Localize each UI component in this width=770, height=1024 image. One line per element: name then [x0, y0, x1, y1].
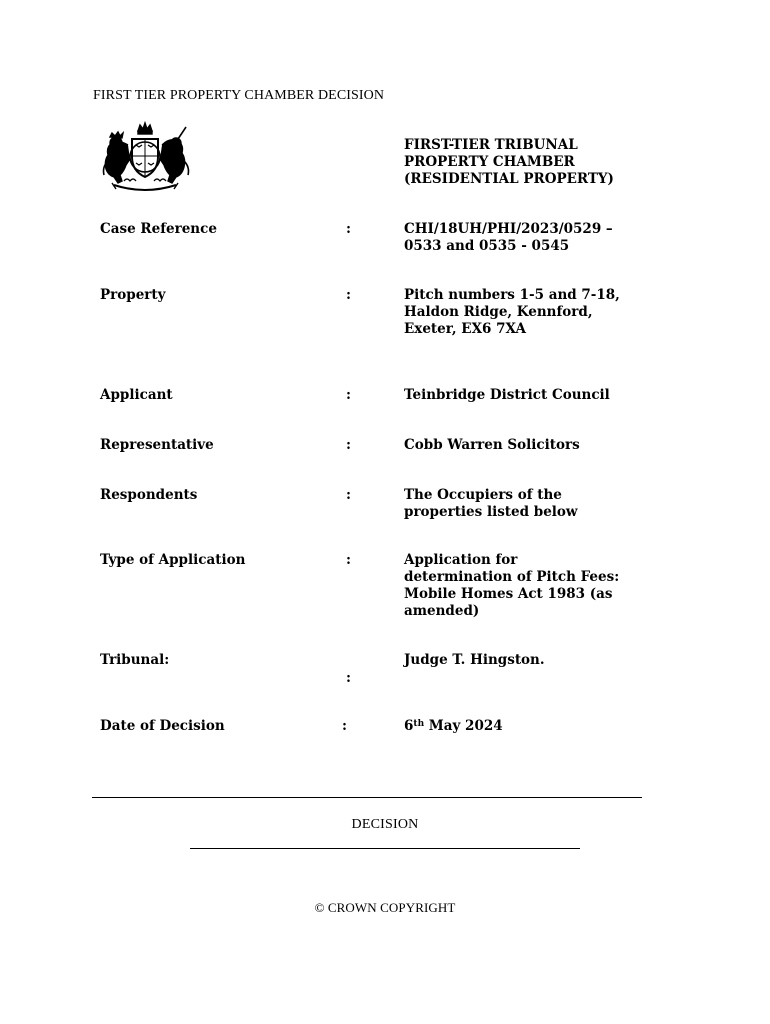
applicant-label: Applicant	[100, 387, 173, 403]
type-of-application-colon: :	[346, 552, 351, 568]
applicant-colon: :	[346, 387, 351, 403]
tribunal-member-value-line: Judge T. Hingston.	[404, 652, 545, 668]
date-of-decision-value	[404, 718, 704, 735]
applicant-value-line: Teinbridge District Council	[404, 387, 610, 403]
tribunal-member-label: Tribunal:	[100, 652, 170, 668]
date-of-decision-colon: :	[342, 718, 347, 734]
tribunal-member-value	[404, 652, 704, 669]
case-reference-value	[404, 221, 704, 255]
type-of-application-value	[404, 552, 704, 620]
case-reference-label: Case Reference	[100, 221, 217, 237]
respondents-value-line: properties listed below	[404, 504, 578, 520]
tribunal-name	[404, 137, 704, 188]
tribunal-name-line: PROPERTY CHAMBER	[404, 154, 575, 170]
date-of-decision-label: Date of Decision	[100, 718, 225, 734]
representative-value	[404, 437, 704, 454]
respondents-label: Respondents	[100, 487, 198, 503]
tribunal-name-line: (RESIDENTIAL PROPERTY)	[404, 171, 614, 187]
tribunal-name-line: FIRST-TIER TRIBUNAL	[404, 137, 578, 153]
type-of-application-label: Type of Application	[100, 552, 246, 568]
crown-copyright: © CROWN COPYRIGHT	[314, 900, 456, 915]
page-heading: FIRST TIER PROPERTY CHAMBER DECISION	[93, 88, 385, 103]
respondents-value-line: The Occupiers of the	[404, 487, 562, 503]
property-value-line: Pitch numbers 1-5 and 7-18,	[404, 287, 620, 303]
representative-colon: :	[346, 437, 351, 453]
date-of-decision-day: 6	[404, 718, 414, 734]
date-of-decision-ordinal: th	[413, 719, 425, 729]
type-of-application-value-line: Mobile Homes Act 1983 (as	[404, 586, 613, 602]
representative-value-line: Cobb Warren Solicitors	[404, 437, 580, 453]
case-reference-value-line: CHI/18UH/PHI/2023/0529 –	[404, 221, 613, 237]
case-reference-colon: :	[346, 221, 351, 237]
property-value	[404, 287, 704, 338]
case-reference-value-line: 0533 and 0535 - 0545	[404, 238, 570, 254]
type-of-application-value-line: Application for	[404, 552, 518, 568]
decision-heading: DECISION	[351, 817, 419, 832]
divider-line	[92, 797, 642, 798]
respondents-colon: :	[346, 487, 351, 503]
property-colon: :	[346, 287, 351, 303]
divider-line	[190, 848, 580, 849]
royal-coat-of-arms-icon	[98, 121, 192, 195]
property-value-line: Exeter, EX6 7XA	[404, 321, 527, 337]
respondents-value	[404, 487, 704, 521]
tribunal-member-colon: :	[346, 670, 351, 686]
applicant-value	[404, 387, 704, 404]
property-value-line: Haldon Ridge, Kennford,	[404, 304, 593, 320]
representative-label: Representative	[100, 437, 214, 453]
date-of-decision-month-year: May 2024	[424, 718, 503, 734]
type-of-application-value-line: determination of Pitch Fees:	[404, 569, 620, 585]
type-of-application-value-line: amended)	[404, 603, 480, 619]
property-label: Property	[100, 287, 166, 303]
